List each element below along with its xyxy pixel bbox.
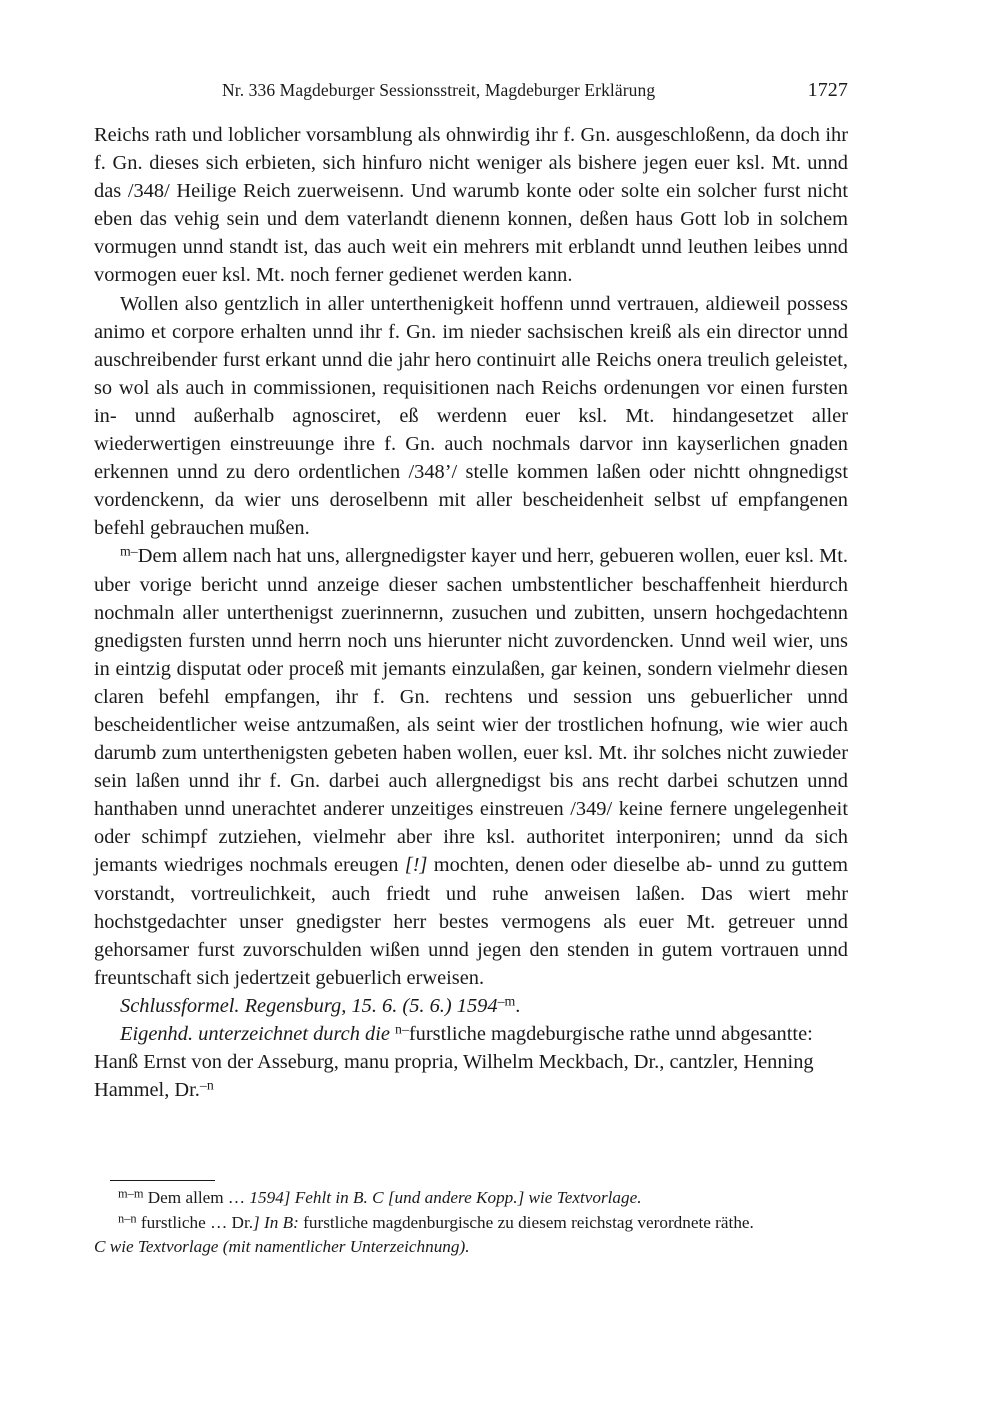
page-number: 1727 xyxy=(807,79,848,101)
footnote-label-m: m–m xyxy=(118,1186,144,1201)
footnote-marker-n-open: n– xyxy=(395,1022,409,1038)
schlussformel-text: Schlussformel. Regensburg, 15. 6. (5. 6.) 1594 xyxy=(120,994,498,1017)
footnote-apparatus xyxy=(94,1186,884,1260)
paragraph-3 xyxy=(94,542,848,992)
footnote-n-source-sigil: ] In B: xyxy=(253,1212,299,1232)
schlussformel-period: . xyxy=(515,994,521,1017)
paragraph-3-text-a: Dem allem nach hat uns, allergnedigster kayer und herr, gebueren wollen, euer ksl. Mt. uber vorige bericht unnd anzeige dieser sachen umbstentlicher beschaffenheit hierdurch nochmaln aller unterthenigst zuerinnernn, zusuchen und zubitten, unsern hochgedachtenn gnedigsten fursten unnd herrn noch uns hierunter nicht zuvordencken. Unnd weil wier, uns in eintzig disputat oder proceß mit jemants einzulaßen, gar keinen, sondern vielmehr diesen claren befehl empfangen, ihr f. Gn. rechtens und session uns gebuerlicher unnd bescheidentlicher weise antzumaßen, als seint wier der trostlichen hofnung, wie wier auch darumb zum unterthenigsten gebeten haben wollen, euer ksl. Mt. ihr solches nicht zuwieder sein laßen unnd ihr f. Gn. darbei auch allergnedigst bis ans recht darbei schutzen unnd hanthaben unnd unerachtet anderer unzeitiges einstreuen /349/ keine fernere ungelegenheit oder schimpf zutziehen, vielmehr aber ihre ksl. authoritet interponiren; unnd da sich jemants wiedriges nochmals ereugen xyxy=(94,545,848,877)
footnote-marker-m-close: –m xyxy=(497,994,516,1010)
paragraph-3-text-b: mochten, denen oder dieselbe ab- unnd zu guttem vorstandt, vortreulichkeit, auch friedt und ruhe anweisen laßen. Das wiert mehr hochstgedachter unser gnedigster herr bestes vermogens als euer Mt. getreuer unnd gehorsamer furst zuvorschulden wißen unnd jegen den stenden in gutem vortrauen unnd freuntschaft sich jedertzeit gebuerlich erweisen. xyxy=(94,854,848,989)
footnote-m-lemma: Dem allem … xyxy=(147,1188,250,1207)
paragraph-1-text: Reichs rath und loblicher vorsamblung als ohnwirdig ihr f. Gn. ausgeschloßenn, da doch ihr f. Gn. dieses sich erbieten, sich hinfuro nicht weniger als bishere jegen euer ksl. Mt. unnd das /348/ Heilige Reich zuerweisenn. Und warumb konte oder solte ein solcher furst nicht eben das vehig sein und dem vaterlandt dienenn konnen, deßen haus Gott lob in solchem vormugen unnd standt ist, das auch weit ein mehrers mit erblandt unnd leuthen leibes unnd vormogen euer ksl. Mt. noch ferner gedienet werden kann. xyxy=(94,124,848,287)
footnote-label-n: n–n xyxy=(118,1211,137,1226)
footnote-n-lemma: furstliche … Dr. xyxy=(140,1212,254,1232)
paragraph-1 xyxy=(94,121,848,290)
footnote-n-variant-text: furstliche magdenburgische zu diesem reichstag verordnete räthe. xyxy=(298,1212,754,1232)
paragraph-2 xyxy=(94,290,848,543)
footnote-marker-n-close: –n xyxy=(199,1078,214,1094)
footnote-m xyxy=(94,1186,884,1211)
footnote-separator-rule xyxy=(110,1180,215,1181)
editorial-sic-marker: [!] xyxy=(404,854,428,877)
signature-rubric: Eigenhd. unterzeichnet durch die xyxy=(120,1023,390,1045)
footnote-m-body: 1594] Fehlt in B. C [und andere Kopp.] wie Textvorlage. xyxy=(249,1188,642,1207)
paragraph-5-signature xyxy=(94,1020,848,1104)
footnote-marker-m-open: m– xyxy=(120,545,138,561)
paragraph-4-schlussformel xyxy=(94,992,848,1020)
signature-names: furstliche magdeburgische rathe unnd abgesantte: Hanß Ernst von der Asseburg, manu propria, Wilhelm Meckbach, Dr., cantzler, Henning Hammel, Dr. xyxy=(94,1023,814,1102)
running-head-title: Nr. 336 Magdeburger Sessionsstreit, Magdeburger Erklärung xyxy=(222,80,656,100)
running-head xyxy=(94,78,848,102)
footnote-n-continuation xyxy=(94,1235,884,1260)
footnote-n-note: C wie Textvorlage (mit namentlicher Unterzeichnung). xyxy=(94,1237,470,1257)
main-text-block xyxy=(94,121,848,1104)
footnote-n xyxy=(94,1211,884,1236)
paragraph-2-text: Wollen also gentzlich in aller unterthenigkeit hoffenn unnd vertrauen, aldieweil possess animo et corpore erhalten unnd ihr f. Gn. im nieder sachsischen kreiß als ein director unnd auschreibender furst erkant unnd die jahr hero continuirt alle Reichs onera treulich geleistet, so wol als auch in commissionen, requisitionen nach Reichs ordenungen vor einen fursten in- unnd außerhalb agnosciret, eß werdenn euer ksl. Mt. hindangesetzet aller wiederwertigen einstreuunge ihre f. Gn. auch nochmals darvor inn kayserlichen gnaden erkennen unnd zu dero ordentlichen /348’/ stelle kommen laßen oder nichtt ohngnedigst vordenckenn, da wier uns deroselbenn mit aller bescheidenheit selbst uf empfangenen befehl gebrauchen mußen. xyxy=(94,292,848,540)
